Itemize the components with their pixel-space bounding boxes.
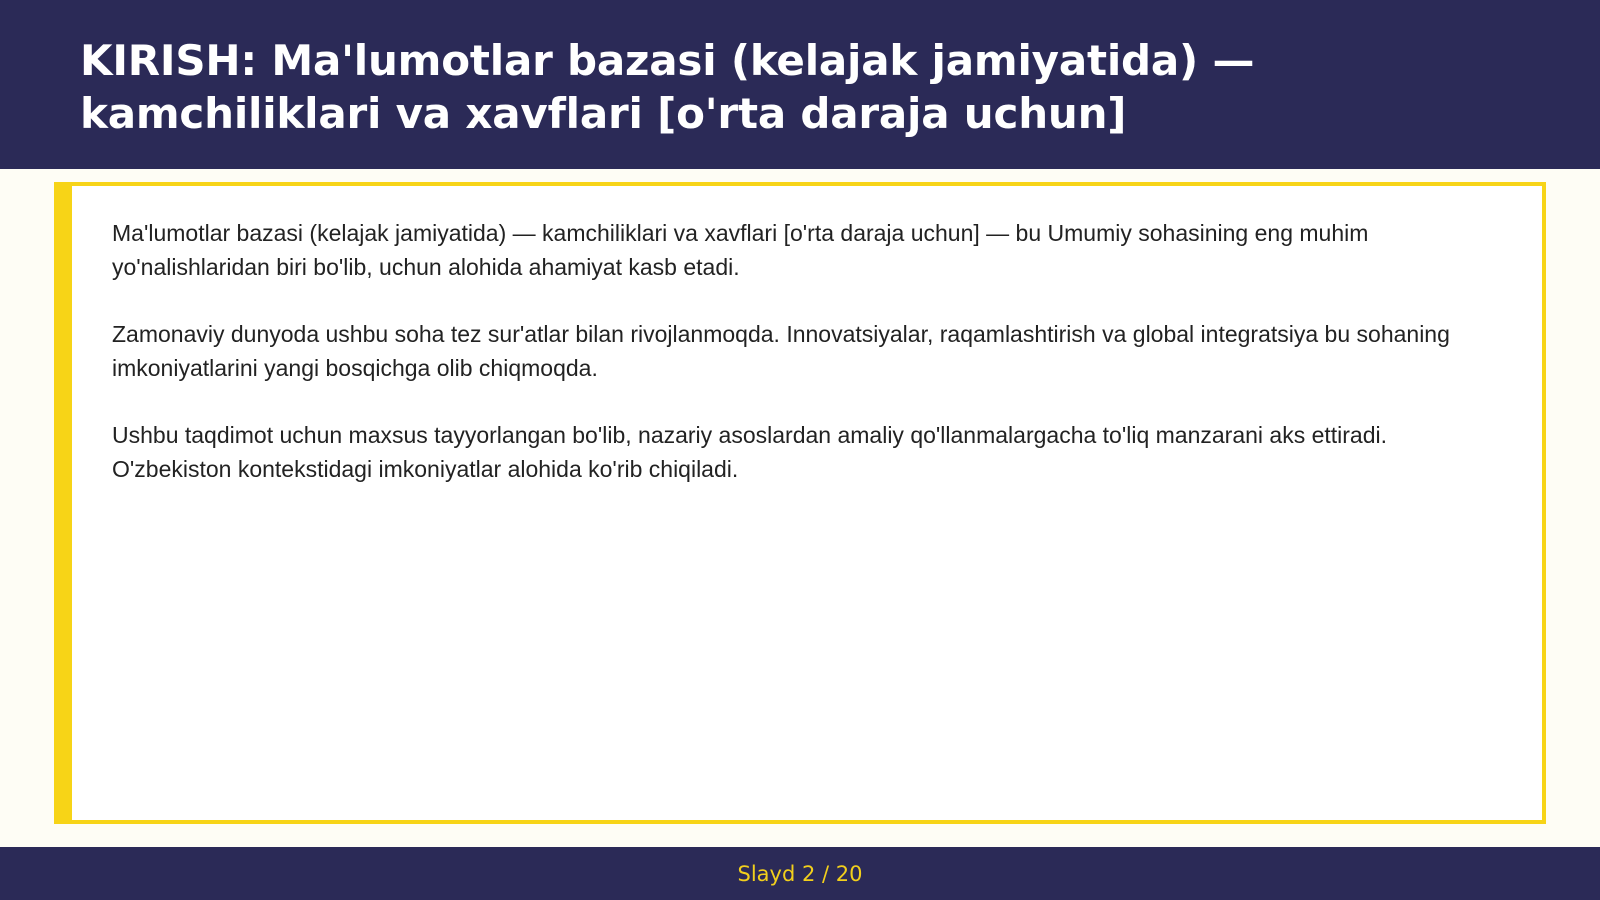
slide-counter: Slayd 2 / 20: [737, 861, 863, 886]
content-paragraph-2: Zamonaviy dunyoda ushbu soha tez sur'atlar bilan rivojlanmoqda. Innovatsiyalar, raqamlashtirish va global integratsiya bu sohaning imkoniyatlarini yangi bosqichga olib chiqmoqda.: [112, 321, 1450, 381]
content-paragraph-3: Ushbu taqdimot uchun maxsus tayyorlangan bo'lib, nazariy asoslardan amaliy qo'llanmalargacha to'liq manzarani aks ettiradi. O'zbekiston kontekstidagi imkoniyatlar alohida ko'rib chiqiladi.: [112, 422, 1388, 482]
content-paragraph-1: Ma'lumotlar bazasi (kelajak jamiyatida) — kamchiliklari va xavflari [o'rta daraja uchun] — bu Umumiy sohasining eng muhim yo'nalishlaridan biri bo'lib, uchun alohida ahamiyat kasb etadi.: [112, 220, 1369, 280]
slide-header: [0, 0, 1600, 169]
slide-title: KIRISH: Ma'lumotlar bazasi (kelajak jamiyatida) — kamchiliklari va xavflari [o'rta daraja uchun]: [80, 36, 1255, 138]
content-card: [54, 182, 1546, 824]
slide-footer: [0, 847, 1600, 900]
